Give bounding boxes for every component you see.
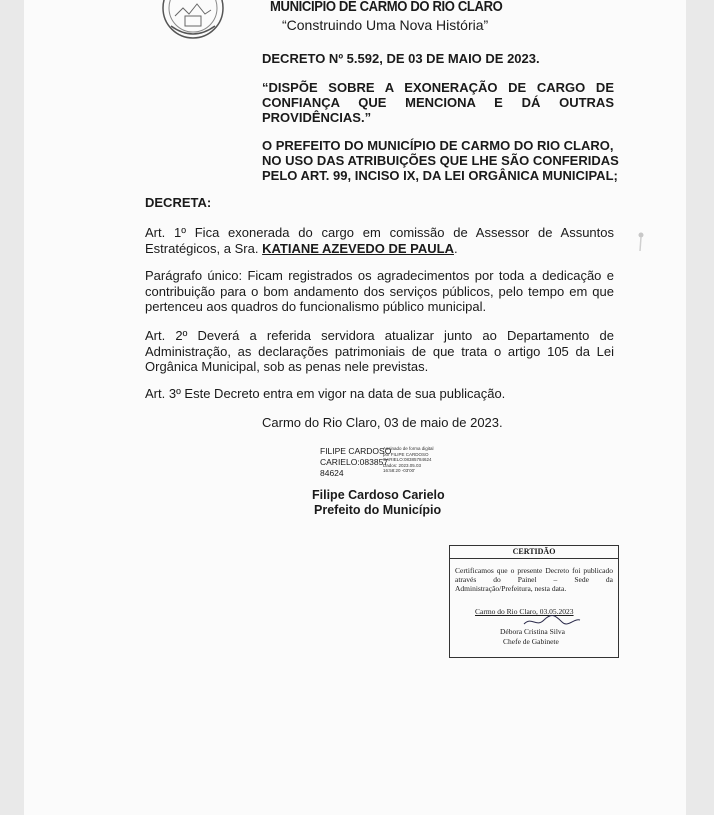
signature-detail-line: Assinado de forma digital [383,446,434,451]
preamble-line: O PREFEITO DO MUNICÍPIO DE CARMO DO RIO CLARO, [262,138,614,153]
decree-preamble [262,138,619,183]
certificate-signer-name: Débora Cristina Silva [500,627,565,636]
digital-signature-name [320,446,391,479]
decree-number: DECRETO Nº 5.592, DE 03 DE MAIO DE 2023. [262,51,540,66]
ementa-line: “DISPÕE SOBRE A EXONERAÇÃO DE CARGO DE [262,80,614,95]
municipality-motto: “Construindo Uma Nova História” [282,17,489,33]
exonerated-person-name: KATIANE AZEVEDO DE PAULA [262,240,454,256]
place-and-date: Carmo do Rio Claro, 03 de maio de 2023. [262,415,503,430]
preamble-line: PELO ART. 99, INCISO IX, DA LEI ORGÂNICA MUNICIPAL; [262,168,618,183]
digital-signature-details [383,446,434,474]
ementa-line: PROVIDÊNCIAS.” [262,110,372,125]
signatory-name: Filipe Cardoso Carielo [312,488,445,502]
certificate-signer-role: Chefe de Gabinete [503,637,559,646]
certificate-divider [450,558,618,559]
municipal-coat-of-arms-icon [157,0,229,46]
handwritten-signature-icon [522,614,582,628]
signatory-role: Prefeito do Município [314,503,442,517]
article-1-end: . [453,240,458,256]
article-1 [145,225,614,256]
certificate-body: Certificamos que o presente Decreto foi publicado através do Painel – Sede da Administração/Prefeitura, nesta data. [455,566,613,593]
signature-detail-line: CARIELO:08385784624 [383,457,432,463]
certificate-place-date: Carmo do Rio Claro, 03.05.2023 [475,607,574,616]
signature-line: CARIELO:083857 [320,457,389,467]
certificate-title: CERTIDÃO [512,547,556,556]
preamble-line: NO USO DAS ATRIBUIÇÕES QUE LHE SÃO CONFERIDAS [262,153,619,168]
signature-detail-line: por FILIPE CARDOSO [383,451,429,457]
signature-line: FILIPE CARDOSO [320,446,392,456]
signature-line: 84624 [320,468,344,478]
decreta-heading: DECRETA: [145,195,212,210]
pin-mark-icon [638,232,644,252]
document-page [24,0,686,815]
signature-detail-line: 16:58:20 -03'00' [383,468,415,474]
article-1-text: Art. 1º Fica exonerada do cargo em comissão de Assessor de Assuntos Estratégicos, a Sra. [145,225,614,256]
signature-detail-line: Dados: 2023.05.03 [383,462,422,468]
municipality-name: MUNICIPIO DE CARMO DO RIO CLARO [270,0,503,15]
publication-certificate [449,545,619,658]
article-3: Art. 3º Este Decreto entra em vigor na data de sua publicação. [145,386,506,401]
decree-ementa [262,80,614,125]
paragrafo-unico: Parágrafo único: Ficam registrados os agradecimentos por toda a dedicação e contribuição para o bom andamento dos serviços públicos, pelo tempo em que pertenceu aos quadros do funcionalismo público municipal. [145,268,614,314]
article-2: Art. 2º Deverá a referida servidora atualizar junto ao Departamento de Administração, as declarações patrimoniais de que trata o artigo 105 da Lei Orgânica Municipal, sob as penas nele previstas. [145,328,614,374]
ementa-line: CONFIANÇA QUE MENCIONA E DÁ OUTRAS [262,95,614,110]
